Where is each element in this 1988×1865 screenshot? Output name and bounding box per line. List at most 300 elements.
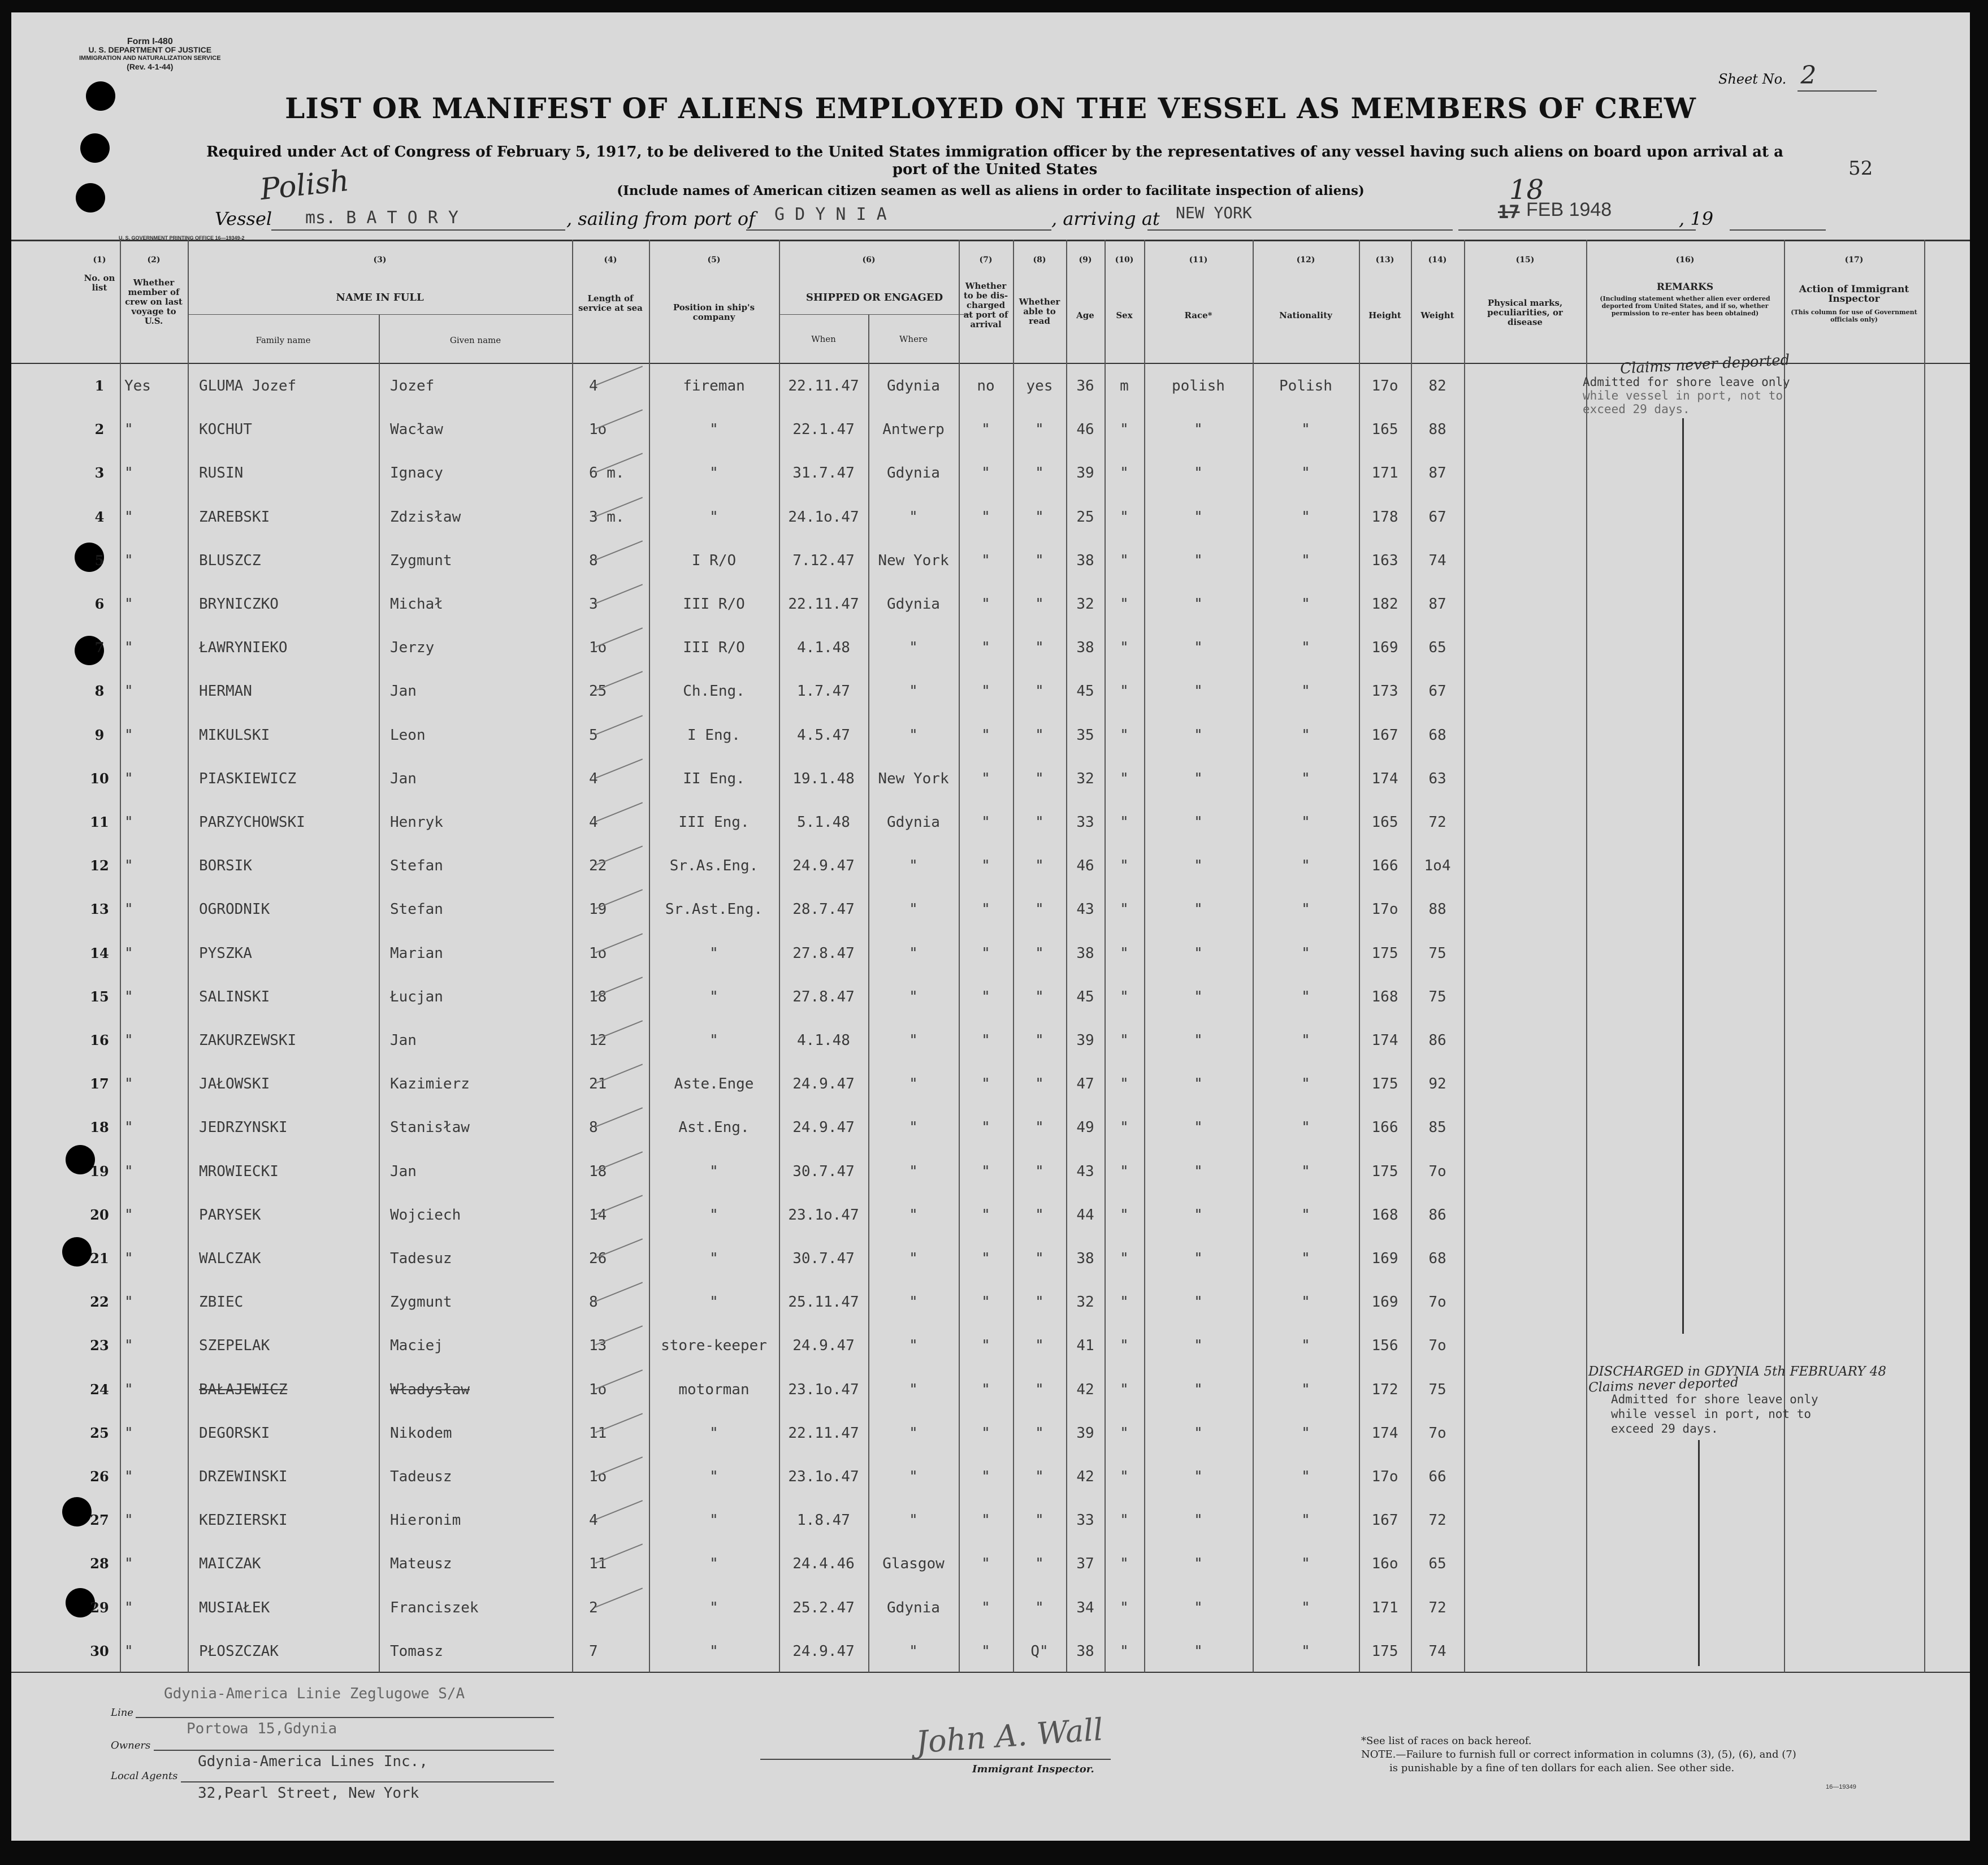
age-cell: 46: [1076, 857, 1094, 875]
height-cell: 169: [1371, 1294, 1398, 1311]
weight-cell: 75: [1428, 988, 1446, 1005]
given-name-cell: Marian: [390, 944, 443, 962]
shipped-where-cell: ": [909, 1250, 918, 1267]
nationality-cell: ": [1301, 1032, 1310, 1049]
previous-voyage-cell: ": [124, 1424, 133, 1442]
sailing-label: , sailing from port of: [566, 208, 755, 229]
previous-voyage-cell: ": [124, 1642, 133, 1660]
remark-ditto-line-2: [1698, 1440, 1700, 1666]
service-cell: 18: [589, 1163, 607, 1180]
discharged-cell: ": [981, 1337, 990, 1355]
family-name-cell: PYSZKA: [199, 944, 252, 962]
table-row: [11, 1454, 1970, 1497]
shipped-where-cell: ": [909, 1206, 918, 1224]
shipped-where-cell: Gdynia: [887, 378, 940, 394]
shipped-when-cell: 19.1.48: [792, 770, 855, 787]
sex-cell: ": [1120, 944, 1129, 962]
able-to-read-cell: ": [1035, 1555, 1044, 1573]
position-cell: ": [709, 1032, 718, 1049]
printing-office: U. S. GOVERNMENT PRINTING OFFICE 16—19349-2: [119, 235, 245, 241]
table-row: [11, 1017, 1970, 1061]
name-header-divider: [188, 314, 572, 315]
given-name-cell: Franciszek: [390, 1599, 479, 1616]
able-to-read-cell: ": [1035, 944, 1044, 962]
sex-cell: ": [1120, 770, 1129, 787]
age-cell: 32: [1076, 770, 1094, 787]
weight-cell: 88: [1428, 901, 1446, 918]
agents-label: Local Agents: [111, 1770, 178, 1782]
row-number: 18: [90, 1119, 109, 1136]
date-stamp: FEB 1948: [1526, 199, 1612, 220]
remark-row1-line3: exceed 29 days.: [1583, 402, 1690, 416]
previous-voyage-cell: ": [124, 1512, 133, 1529]
shipped-when-cell: 24.4.46: [792, 1555, 855, 1573]
given-name-cell: Zdzisław: [390, 508, 461, 526]
footer-form-code: 16—19349: [1826, 1784, 1856, 1790]
age-cell: 38: [1076, 552, 1094, 569]
service-cell: 13: [589, 1337, 607, 1355]
shipped-where-cell: ": [909, 901, 918, 918]
given-name-cell: Stefan: [390, 857, 443, 875]
height-cell: 168: [1371, 988, 1398, 1005]
col-header-given-name: Given name: [449, 335, 501, 345]
previous-voyage-cell: ": [124, 1075, 133, 1093]
able-to-read-cell: ": [1035, 1250, 1044, 1267]
race-cell: ": [1194, 1163, 1203, 1180]
remark-row1-line1: Admitted for shore leave only: [1583, 375, 1790, 389]
previous-voyage-cell: ": [124, 683, 133, 700]
sheet-number-value: 2: [1800, 61, 1817, 90]
port-to: NEW YORK: [1176, 203, 1252, 222]
agents-value-1: Gdynia-America Lines Inc.,: [198, 1753, 428, 1770]
requirement-line-1: Required under Act of Congress of February 5, 1917, to be delivered to the United States immigration officer by the representatives of any vessel having such aliens on board upon arrival at a: [206, 144, 1783, 161]
col-number: (16): [1675, 255, 1695, 264]
table-row: [11, 843, 1970, 886]
table-row: [11, 1628, 1970, 1672]
height-cell: 168: [1371, 1206, 1398, 1224]
col-number: (11): [1189, 255, 1208, 264]
table-row: [11, 1279, 1970, 1322]
sex-cell: ": [1120, 1424, 1129, 1442]
shipped-when-cell: 25.2.47: [792, 1599, 855, 1616]
age-cell: 33: [1076, 814, 1094, 831]
shipped-when-cell: 4.1.48: [797, 1032, 850, 1049]
col-header-service: Length of service at sea: [578, 293, 643, 313]
signature-underline: [760, 1759, 1111, 1760]
discharged-cell: ": [981, 465, 990, 482]
weight-cell: 7o: [1428, 1163, 1446, 1180]
discharged-cell: ": [981, 596, 990, 613]
weight-cell: 87: [1428, 465, 1446, 482]
col-header-height: Height: [1368, 310, 1401, 320]
position-cell: ": [709, 1555, 718, 1573]
race-cell: ": [1194, 1032, 1203, 1049]
table-row: [11, 494, 1970, 537]
sex-cell: ": [1120, 1555, 1129, 1573]
able-to-read-cell: ": [1035, 1075, 1044, 1093]
given-name-cell: Jan: [390, 770, 417, 787]
page-title: LIST OR MANIFEST OF ALIENS EMPLOYED ON THE VESSEL AS MEMBERS OF CREW: [285, 92, 1696, 125]
able-to-read-cell: ": [1035, 988, 1044, 1005]
table-row: [11, 1061, 1970, 1104]
discharged-cell: ": [981, 639, 990, 657]
weight-cell: 85: [1428, 1119, 1446, 1137]
row-number: 17: [90, 1075, 109, 1092]
height-cell: 174: [1371, 1032, 1398, 1049]
shipped-when-cell: 24.9.47: [792, 1119, 855, 1137]
race-cell: ": [1194, 988, 1203, 1005]
nationality-cell: ": [1301, 1468, 1310, 1485]
previous-voyage-cell: ": [124, 1381, 133, 1398]
sex-cell: ": [1120, 1642, 1129, 1660]
previous-voyage-cell: ": [124, 770, 133, 787]
nationality-cell: ": [1301, 857, 1310, 875]
shipped-when-cell: 27.8.47: [792, 944, 855, 962]
shipped-where-cell: ": [909, 944, 918, 962]
remark-row24-line3: exceed 29 days.: [1611, 1422, 1718, 1435]
service-cell: 11: [589, 1424, 607, 1442]
able-to-read-cell: ": [1035, 465, 1044, 482]
remark-ditto-line: [1682, 418, 1684, 1334]
age-cell: 39: [1076, 1032, 1094, 1049]
able-to-read-cell: ": [1035, 726, 1044, 744]
shipped-when-cell: 22.11.47: [788, 1424, 859, 1442]
able-to-read-cell: ": [1035, 1119, 1044, 1137]
penalty-note-line2: is punishable by a fine of ten dollars for each alien. See other side.: [1389, 1762, 1735, 1774]
col-number: (12): [1296, 255, 1315, 264]
race-cell: ": [1194, 1337, 1203, 1355]
age-cell: 36: [1076, 378, 1094, 394]
row-number: 7: [94, 639, 105, 656]
family-name-cell: OGRODNIK: [199, 901, 270, 918]
previous-voyage-cell: ": [124, 1206, 133, 1224]
service-cell: 8: [589, 552, 598, 569]
discharged-cell: ": [981, 421, 990, 439]
race-cell: ": [1194, 1512, 1203, 1529]
shipped-where-cell: ": [909, 857, 918, 875]
nationality-cell: ": [1301, 421, 1310, 439]
weight-cell: 67: [1428, 508, 1446, 526]
given-name-cell: Jozef: [390, 378, 435, 394]
height-cell: 17o: [1371, 901, 1398, 918]
service-cell: 19: [589, 901, 607, 918]
able-to-read-cell: ": [1035, 552, 1044, 569]
shipped-when-cell: 5.1.48: [797, 814, 850, 831]
discharged-cell: ": [981, 814, 990, 831]
shipped-where-cell: ": [909, 683, 918, 700]
position-cell: I Eng.: [687, 726, 740, 744]
shipped-when-cell: 22.11.47: [788, 596, 859, 613]
table-row: [11, 756, 1970, 799]
race-cell: ": [1194, 1599, 1203, 1616]
age-cell: 33: [1076, 1512, 1094, 1529]
family-name-cell: MIKULSKI: [199, 726, 270, 744]
form-revision: (Rev. 4-1-44): [127, 62, 174, 71]
family-name-cell: PARZYCHOWSKI: [199, 814, 305, 831]
shipped-where-cell: Gdynia: [887, 596, 940, 613]
race-cell: ": [1194, 1206, 1203, 1224]
row-number: 21: [90, 1250, 109, 1267]
remark-row1-handwritten: Claims never deported: [1619, 352, 1791, 378]
shipped-where-cell: New York: [878, 552, 949, 569]
race-cell: ": [1194, 552, 1203, 569]
shipped-where-cell: ": [909, 639, 918, 657]
remark-row24-line1: Admitted for shore leave only: [1611, 1393, 1818, 1406]
form-number: Form I-480: [127, 37, 173, 46]
nationality-cell: ": [1301, 1512, 1310, 1529]
weight-cell: 72: [1428, 1599, 1446, 1616]
shipped-when-cell: 24.9.47: [792, 1337, 855, 1355]
position-cell: ": [709, 465, 718, 482]
family-name-cell: ZAREBSKI: [199, 508, 270, 526]
previous-voyage-cell: ": [124, 814, 133, 831]
height-cell: 172: [1371, 1381, 1398, 1398]
age-cell: 38: [1076, 944, 1094, 962]
col-header-age: Age: [1076, 310, 1094, 320]
race-cell: ": [1194, 1555, 1203, 1573]
height-cell: 171: [1371, 465, 1398, 482]
position-cell: ": [709, 1424, 718, 1442]
inspector-label: Immigrant Inspector.: [972, 1763, 1094, 1775]
service-cell: 6 m.: [589, 465, 625, 482]
inspector-signature: John A. Wall: [915, 1711, 1105, 1760]
previous-voyage-cell: ": [124, 857, 133, 875]
vessel-name: ms. B A T O R Y: [305, 208, 458, 228]
col-header-where: Where: [899, 334, 928, 344]
age-cell: 39: [1076, 465, 1094, 482]
position-cell: store-keeper: [661, 1337, 767, 1355]
discharged-cell: ": [981, 1642, 990, 1660]
row-number: 4: [94, 508, 105, 525]
service-cell: 1o: [589, 1468, 607, 1485]
race-cell: ": [1194, 857, 1203, 875]
row-number: 2: [94, 421, 105, 438]
col-number: (2): [147, 255, 161, 264]
age-cell: 42: [1076, 1468, 1094, 1485]
sex-cell: ": [1120, 596, 1129, 613]
previous-voyage-cell: ": [124, 1250, 133, 1267]
nationality-cell: ": [1301, 552, 1310, 569]
family-name-cell: PIASKIEWICZ: [199, 770, 297, 787]
remark-row1-line2: while vessel in port, not to: [1583, 389, 1783, 402]
sex-cell: ": [1120, 1294, 1129, 1311]
col-header-no: No. on list: [84, 273, 115, 293]
sex-cell: ": [1120, 988, 1129, 1005]
position-cell: III Eng.: [678, 814, 750, 831]
weight-cell: 7o: [1428, 1424, 1446, 1442]
col-number: (17): [1844, 255, 1864, 264]
service-cell: 21: [589, 1075, 607, 1093]
shipped-when-cell: 28.7.47: [792, 901, 855, 918]
table-row: [11, 712, 1970, 756]
height-cell: 174: [1371, 770, 1398, 787]
given-name-cell: Stefan: [390, 901, 443, 918]
shipped-where-cell: ": [909, 1642, 918, 1660]
service-cell: 4: [589, 814, 598, 831]
family-name-cell: KEDZIERSKI: [199, 1512, 288, 1529]
discharged-cell: ": [981, 1075, 990, 1093]
age-cell: 25: [1076, 508, 1094, 526]
page-number: 52: [1848, 157, 1873, 180]
weight-cell: 67: [1428, 683, 1446, 700]
discharged-cell: ": [981, 944, 990, 962]
manifest-sheet: [11, 12, 1970, 1841]
row-number: 27: [90, 1512, 109, 1529]
age-cell: 39: [1076, 1424, 1094, 1442]
previous-voyage-cell: ": [124, 552, 133, 569]
sex-cell: ": [1120, 1075, 1129, 1093]
sex-cell: ": [1120, 1119, 1129, 1137]
family-name-cell: MAICZAK: [199, 1555, 261, 1573]
row-number: 1: [94, 378, 105, 394]
row-number: 30: [90, 1642, 109, 1659]
row-number: 26: [90, 1468, 109, 1485]
race-cell: ": [1194, 770, 1203, 787]
height-cell: 17o: [1371, 1468, 1398, 1485]
given-name-cell: Wojciech: [390, 1206, 461, 1224]
race-cell: ": [1194, 1294, 1203, 1311]
nationality-cell: ": [1301, 1381, 1310, 1398]
col-number: (3): [373, 255, 387, 264]
position-cell: ": [709, 1642, 718, 1660]
able-to-read-cell: ": [1035, 1294, 1044, 1311]
family-name-cell: BRYNICZKO: [199, 596, 279, 613]
nationality-cell: ": [1301, 1250, 1310, 1267]
port-from-underline: [746, 229, 1051, 231]
height-cell: 173: [1371, 683, 1398, 700]
table-row: [11, 581, 1970, 624]
given-name-cell: Henryk: [390, 814, 443, 831]
shipped-where-cell: ": [909, 988, 918, 1005]
age-cell: 37: [1076, 1555, 1094, 1573]
crew-table: [11, 240, 1970, 1672]
shipped-when-cell: 4.5.47: [797, 726, 850, 744]
age-cell: 38: [1076, 1642, 1094, 1660]
table-row: [11, 1541, 1970, 1584]
discharged-cell: ": [981, 1119, 990, 1137]
given-name-cell: Tadesuz: [390, 1250, 452, 1267]
shipped-where-cell: New York: [878, 770, 949, 787]
age-cell: 42: [1076, 1381, 1094, 1398]
col-header-name: NAME IN FULL: [336, 292, 424, 303]
able-to-read-cell: ": [1035, 683, 1044, 700]
table-row: [11, 1104, 1970, 1148]
col-header-remarks-note: (Including statement whether alien ever ordered deported from United States, and if so, whether permission to re-enter has been obtained): [1600, 295, 1770, 317]
discharged-cell: ": [981, 1294, 990, 1311]
position-cell: Aste.Enge: [674, 1075, 754, 1093]
col-header-when: When: [811, 334, 836, 344]
age-cell: 45: [1076, 683, 1094, 700]
col-header-shipped: SHIPPED OR ENGAGED: [805, 292, 943, 303]
row-number: 23: [90, 1337, 109, 1354]
remark-row24-handwritten: Claims never deported: [1588, 1375, 1739, 1395]
penalty-note-line1: NOTE.—Failure to furnish full or correct information in columns (3), (5), (6), and (7): [1361, 1749, 1796, 1760]
table-row: [11, 624, 1970, 668]
sex-cell: ": [1120, 508, 1129, 526]
year-underline: [1730, 229, 1826, 231]
family-name-cell: HERMAN: [199, 683, 252, 700]
race-cell: ": [1194, 596, 1203, 613]
row-number: 28: [90, 1555, 109, 1572]
previous-voyage-cell: ": [124, 1163, 133, 1180]
shipped-where-cell: Antwerp: [882, 421, 945, 439]
family-name-cell: PARYSEK: [199, 1206, 261, 1224]
weight-cell: 63: [1428, 770, 1446, 787]
col-number: (7): [979, 255, 993, 264]
given-name-cell: Kazimierz: [390, 1075, 470, 1093]
col-header-physical-marks: Physical marks, peculiarities, or disease: [1487, 298, 1563, 327]
table-row: [11, 930, 1970, 974]
sex-cell: ": [1120, 1337, 1129, 1355]
previous-voyage-cell: ": [124, 1468, 133, 1485]
able-to-read-cell: ": [1035, 639, 1044, 657]
nationality-cell: ": [1301, 1555, 1310, 1573]
height-cell: 171: [1371, 1599, 1398, 1616]
owners-label: Owners: [111, 1740, 151, 1751]
discharged-cell: ": [981, 857, 990, 875]
line-value: Gdynia-America Linie Zeglugowe S/A: [164, 1685, 465, 1702]
shipped-when-cell: 23.1o.47: [788, 1381, 859, 1398]
service-cell: 4: [589, 378, 598, 394]
table-row: [11, 886, 1970, 930]
col-number: (10): [1115, 255, 1134, 264]
age-cell: 35: [1076, 726, 1094, 744]
age-cell: 41: [1076, 1337, 1094, 1355]
col-header-position: Position in ship's company: [673, 302, 755, 322]
height-cell: 165: [1371, 421, 1398, 439]
row-number: 11: [90, 814, 109, 830]
owners-underline: [154, 1750, 554, 1751]
shipped-when-cell: 22.1.47: [792, 421, 855, 439]
table-row: [11, 537, 1970, 581]
sex-cell: ": [1120, 726, 1129, 744]
weight-cell: 7o: [1428, 1294, 1446, 1311]
given-name-cell: Łucjan: [390, 988, 443, 1005]
service-cell: 5: [589, 726, 598, 744]
able-to-read-cell: ": [1035, 596, 1044, 613]
height-cell: 175: [1371, 1163, 1398, 1180]
height-cell: 175: [1371, 1075, 1398, 1093]
previous-voyage-cell: ": [124, 988, 133, 1005]
col-header-previous-voyage: Whether member of crew on last voyage to U.S.: [125, 277, 183, 326]
remark-row24-line2: while vessel in port, not to: [1611, 1407, 1812, 1421]
table-row: [11, 668, 1970, 712]
race-cell: ": [1194, 814, 1203, 831]
race-cell: ": [1194, 1250, 1203, 1267]
sheet-number: [1718, 61, 1816, 90]
given-name-cell: Mateusz: [390, 1555, 452, 1573]
weight-cell: 65: [1428, 639, 1446, 657]
height-cell: 175: [1371, 1642, 1398, 1660]
row-number: 22: [90, 1294, 109, 1311]
shipped-where-cell: ": [909, 1294, 918, 1311]
punch-hole: [80, 133, 110, 163]
weight-cell: 7o: [1428, 1337, 1446, 1355]
family-name-cell: DEGORSKI: [199, 1424, 270, 1442]
weight-cell: 75: [1428, 1381, 1446, 1398]
shipped-where-cell: ": [909, 1119, 918, 1137]
col-number: (15): [1515, 255, 1535, 264]
row-number: 15: [90, 988, 109, 1005]
height-cell: 166: [1371, 857, 1398, 875]
height-cell: 156: [1371, 1337, 1398, 1355]
table-top-border: [11, 240, 1970, 241]
sex-cell: ": [1120, 1468, 1129, 1485]
col-header-weight: Weight: [1420, 310, 1454, 320]
shipped-where-cell: ": [909, 1163, 918, 1180]
remark-row24-discharged: DISCHARGED in GDYNIA 5th FEBRUARY 48: [1588, 1364, 1887, 1379]
nationality-cell: ": [1301, 1424, 1310, 1442]
